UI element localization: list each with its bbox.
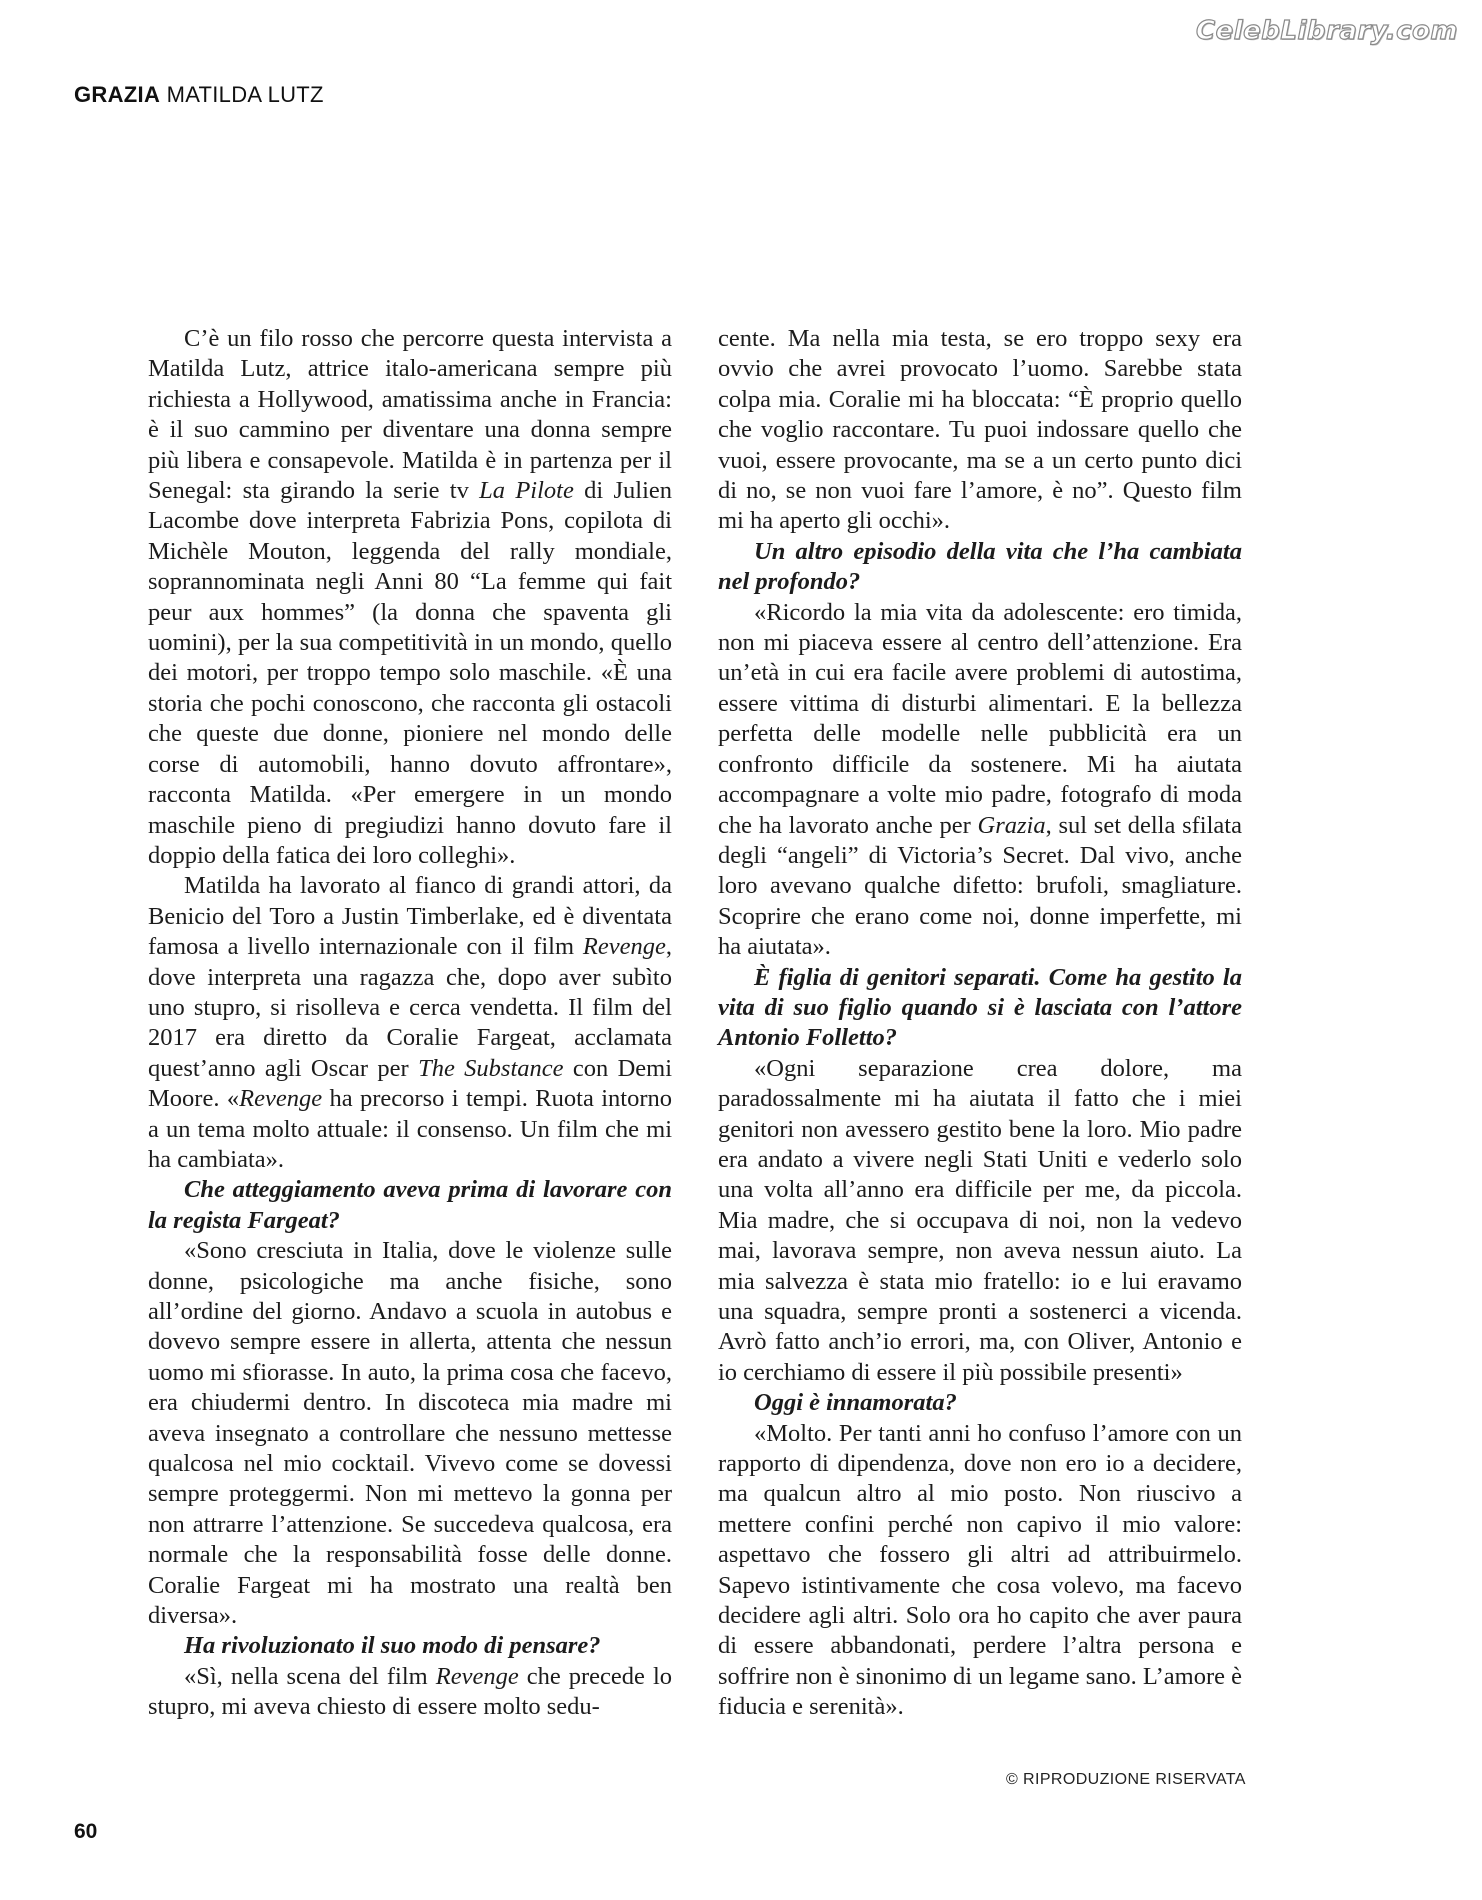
text-run: ha precorso i tempi. Ruota intorno a un tema molto attuale: il consenso. Un film che mi ha cambiata». (148, 1085, 672, 1173)
text-run: di Julien Lacombe dove interpreta Fabrizia Pons, copilota di Michèle Mouton, leggenda del rally mondiale, soprannominata negli Anni 80 “La femme qui fait peur aux hommes” (la donna che spaventa gli uomini), per la sua competitività in un mondo, quello dei motori, per troppo tempo solo maschile. «È una storia che pochi conoscono, che racconta gli ostacoli che queste due donne, pioniere nel mondo delle corse di automobili, hanno dovuto affrontare», racconta Matilda. «Per emergere in un mondo maschile pieno di pregiudizi hanno dovuto fare il doppio della fatica dei loro colleghi». (148, 477, 673, 869)
running-header (74, 82, 324, 108)
interview-answer (718, 1419, 1242, 1723)
paragraph (148, 871, 672, 1175)
text-run: C’è un filo rosso che percorre questa intervista a Matilda Lutz, attrice italo-americana sempre più richiesta a Hollywood, amatissima anche in Francia: è il suo cammino per diventare una donna sempre più libera e consapevole. Matilda è in partenza per il Senegal: sta girando la serie tv (148, 325, 672, 505)
left-column (148, 324, 672, 1723)
magazine-name: GRAZIA (74, 82, 161, 107)
italic-title: Revenge (435, 1662, 519, 1690)
text-run: «Ogni separazione crea dolore, ma paradossalmente mi ha aiutata il fatto che i miei genitori non avessero gestito bene la loro. Mio padre era andato a vivere negli Stati Uniti e vederlo solo una volta all’anno era difficile per me, da piccola. Mia madre, che si occupava di noi, non la vedevo mai, lavorava sempre, non aveva nessun aiuto. La mia salvezza è stata mio fratello: io e lui eravamo una squadra, sempre pronti a sostenerci a vicenda. Avrò fatto anch’io errori, ma, con Oliver, Antonio e io cerchiamo di essere il più possibile presenti» (718, 1054, 1242, 1386)
text-run: , dove interpreta una ragazza che, dopo aver subìto uno stupro, si risolleva e cerca vendetta. Il film del 2017 era diretto da Coralie Fargeat, acclamata quest’anno agli Oscar per (148, 933, 672, 1082)
watermark: CelebLibrary.com (1196, 16, 1458, 46)
text-run: «Sì, nella scena del film (184, 1662, 436, 1690)
interview-answer (718, 1054, 1242, 1388)
interview-question: Un altro episodio della vita che l’ha cambiata nel profondo? (718, 537, 1242, 596)
interview-answer (148, 1662, 672, 1723)
paragraph (148, 324, 672, 871)
interview-answer (718, 598, 1242, 963)
text-run: , sul set della sfilata degli “angeli” di Victoria’s Secret. Dal vivo, anche loro avevano qualche difetto: brufoli, smagliature. Scoprire che erano come noi, donne imperfette, mi ha aiutata». (718, 811, 1242, 961)
italic-title: Revenge (239, 1085, 323, 1113)
text-run: «Sono cresciuta in Italia, dove le violenze sulle donne, psicologiche ma anche fisiche, sono all’ordine del giorno. Andavo a scuola in autobus e dovevo sempre essere in allerta, attenta che nessun uomo mi sfiorasse. In auto, la prima cosa che facevo, era chiudermi dentro. In discoteca mia madre mi aveva insegnato a controllare che nessuno mettesse qualcosa nel mio cocktail. Vivevo come se dovessi sempre proteggermi. Non mi mettevo la gonna per non attrarre l’attenzione. Se succedeva qualcosa, era normale che la responsabilità fosse delle donne. Coralie Fargeat mi ha mostrato una realtà ben diversa». (148, 1237, 672, 1630)
text-run: «Ricordo la mia vita da adolescente: ero timida, non mi piaceva essere al centro dell’attenzione. Era un’età in cui era facile avere problemi di autostima, essere vittima di disturbi alimentari. E la bellezza perfetta delle modelle nelle pubblicità era un confronto difficile da sostenere. Mi ha aiutata accompagnare a volte mio padre, fotografo di moda che ha lavorato anche per (718, 598, 1242, 839)
interview-question: Oggi è innamorata? (754, 1389, 957, 1417)
text-run: che precede lo stupro, mi aveva chiesto di essere molto sedu- (148, 1662, 672, 1721)
text-run: «Molto. Per tanti anni ho confuso l’amore con un rapporto di dipendenza, dove non ero io a decidere, ma qualcun altro al mio posto. Non riuscivo a mettere confini perché non capivo il mio valore: aspettavo che fossero gli altri ad attribuirmelo. Sapevo istintivamente che cosa volevo, ma facevo decidere agli altri. Solo ora ho capito che aver paura di essere abbandonati, perdere l’altra persona e soffrire non è sinonimo di un legame sano. L’amore è fiducia e serenità». (718, 1419, 1242, 1721)
interview-question: È figlia di genitori separati. Come ha gestito la vita di suo figlio quando si è lasciata con l’attore Antonio Folletto? (718, 963, 1242, 1052)
text-run: cente. Ma nella mia testa, se ero troppo sexy era ovvio che avrei provocato l’uomo. Sarebbe stata colpa mia. Coralie mi ha bloccata: “È proprio quello che voglio raccontare. Tu puoi indossare quello che vuoi, essere provocante, ma se a un certo punto dici di no, se non vuoi fare l’amore, è no”. Questo film mi ha aperto gli occhi». (718, 325, 1242, 535)
copyright-notice: © RIPRODUZIONE RISERVATA (1006, 1771, 1246, 1788)
italic-title: Revenge (582, 933, 666, 961)
text-run: con Demi Moore. « (148, 1054, 673, 1113)
article-subject: MATILDA LUTZ (166, 82, 324, 107)
text-run: Matilda ha lavorato al fianco di grandi attori, da Benicio del Toro a Justin Timberlake, ed è diventata famosa a livello internazionale con il film (148, 872, 672, 961)
page-number: 60 (74, 1820, 98, 1843)
interview-answer (148, 1236, 672, 1631)
italic-title: The Substance (418, 1054, 564, 1082)
italic-title: La Pilote (479, 477, 574, 505)
interview-question: Che atteggiamento aveva prima di lavorare con la regista Fargeat? (148, 1176, 672, 1234)
interview-answer-continued (718, 324, 1242, 537)
italic-title: Grazia (977, 811, 1046, 839)
interview-question: Ha rivoluzionato il suo modo di pensare? (184, 1632, 601, 1660)
right-column (718, 324, 1242, 1723)
